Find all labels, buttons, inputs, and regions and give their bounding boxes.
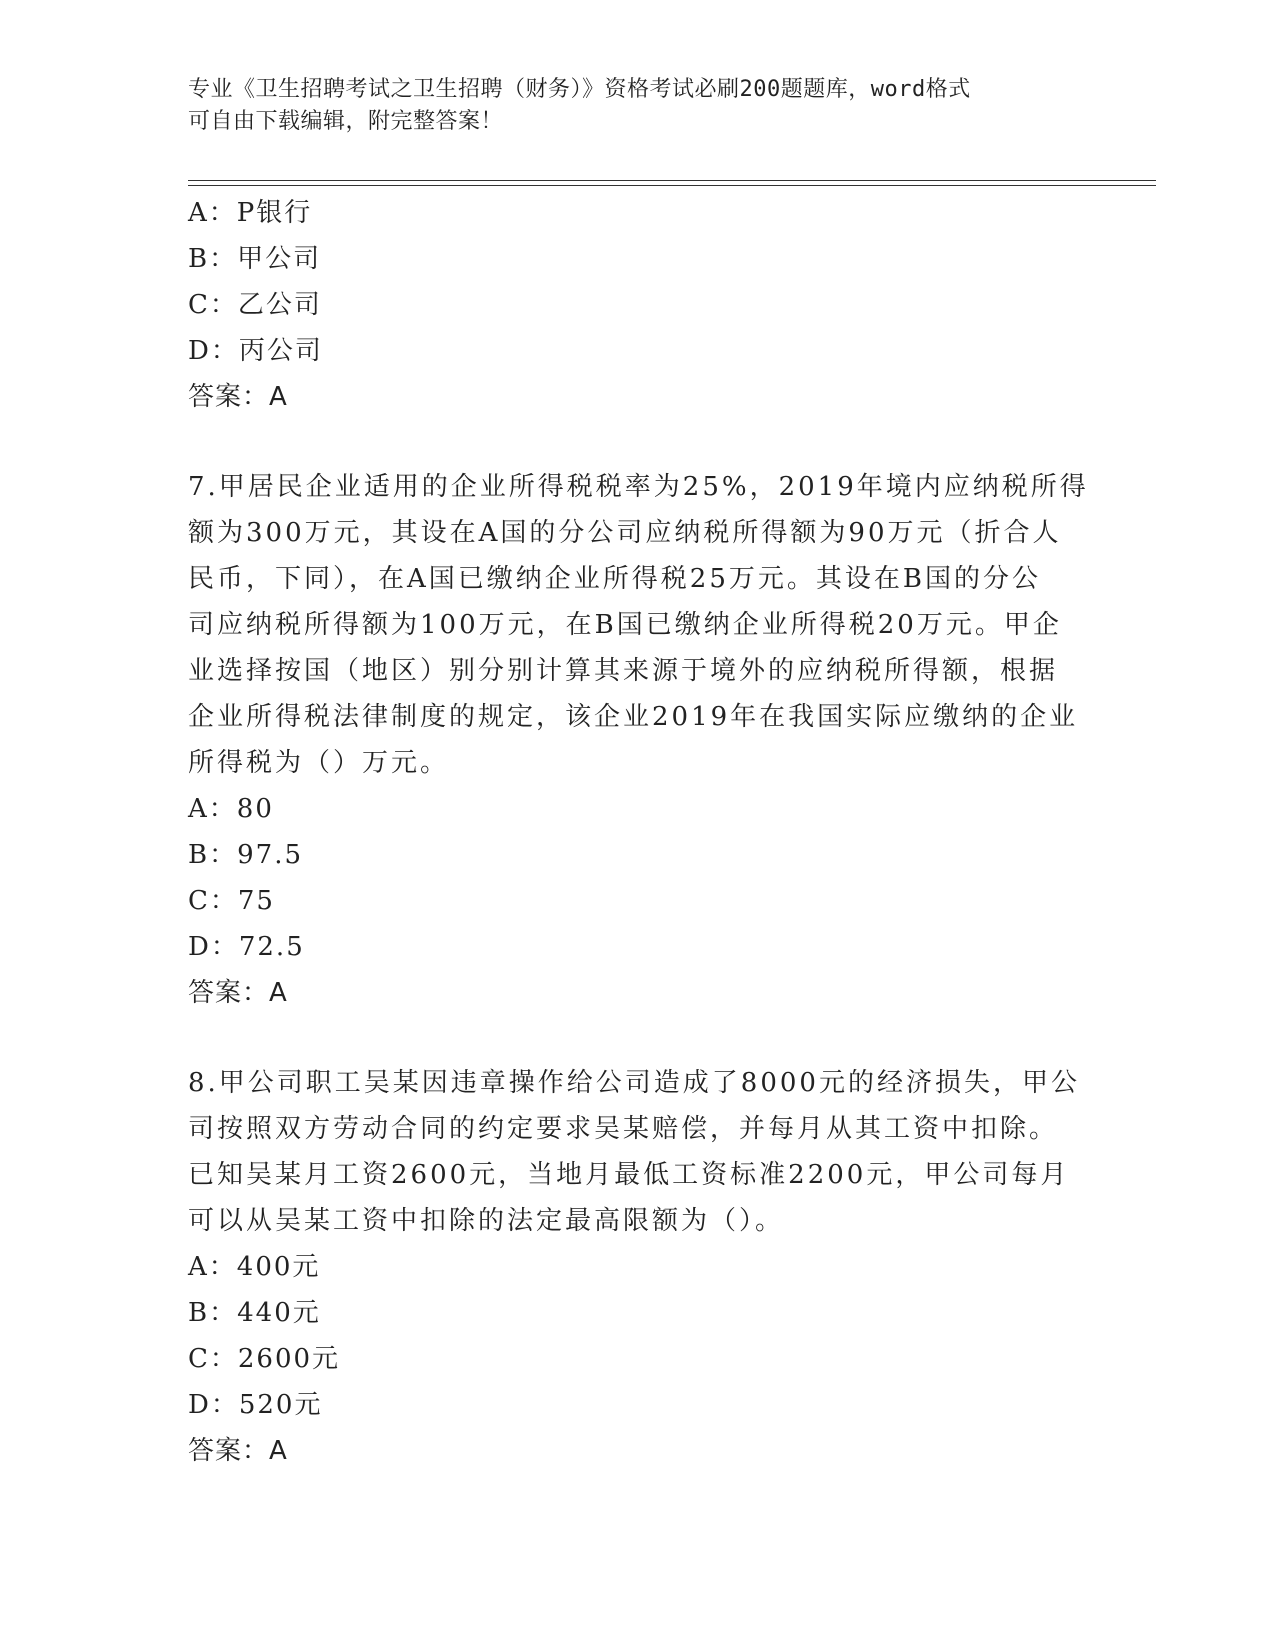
stem-line: 可以从吴某工资中扣除的法定最高限额为（）。 (188, 1206, 785, 1236)
stem-line: 额为300万元，其设在A国的分公司应纳税所得额为90万元（折合人 (188, 518, 1062, 548)
stem-line: 民币，下同），在A国已缴纳企业所得税25万元。其设在B国的分公 (188, 564, 1041, 594)
question-stem (188, 1060, 1078, 1244)
question-7 (188, 464, 1088, 1016)
option-d: D：丙公司 (188, 336, 323, 366)
question-6 (188, 190, 1088, 420)
option-c: C：乙公司 (188, 290, 322, 320)
option-b: B：甲公司 (188, 244, 322, 274)
stem-line: 业选择按国（地区）别分别计算其来源于境外的应纳税所得额，根据 (188, 656, 1059, 686)
answer: 答案：A (188, 382, 288, 412)
option-d: D：520元 (188, 1390, 323, 1420)
stem-line: 企业所得税法律制度的规定，该企业2019年在我国实际应缴纳的企业 (188, 702, 1079, 732)
option-c: C：2600元 (188, 1344, 341, 1374)
question-list (188, 190, 1088, 1474)
document-header (188, 74, 1068, 138)
header-divider-top (188, 180, 1156, 181)
option-a: A：400元 (188, 1252, 321, 1282)
header-line-2: 可自由下载编辑，附完整答案！ (188, 109, 504, 134)
stem-line: 所得税为（）万元。 (188, 748, 450, 778)
option-b: B：97.5 (188, 840, 303, 870)
stem-line: 司按照双方劳动合同的约定要求吴某赔偿，并每月从其工资中扣除。 (188, 1114, 1059, 1144)
stem-line: 8.甲公司职工吴某因违章操作给公司造成了8000元的经济损失，甲公 (188, 1068, 1080, 1098)
question-stem (188, 464, 1089, 786)
option-d: D：72.5 (188, 932, 305, 962)
option-a: A：P银行 (188, 198, 313, 228)
answer: 答案：A (188, 978, 288, 1008)
header-line-1: 专业《卫生招聘考试之卫生招聘（财务）》资格考试必刷200题题库，word格式 (188, 77, 971, 102)
stem-line: 7.甲居民企业适用的企业所得税税率为25%，2019年境内应纳税所得 (188, 472, 1089, 502)
option-c: C：75 (188, 886, 275, 916)
option-b: B：440元 (188, 1298, 321, 1328)
stem-line: 司应纳税所得额为100万元，在B国已缴纳企业所得税20万元。甲企 (188, 610, 1062, 640)
answer: 答案：A (188, 1436, 288, 1466)
option-a: A：80 (188, 794, 274, 824)
stem-line: 已知吴某月工资2600元，当地月最低工资标准2200元，甲公司每月 (188, 1160, 1070, 1190)
question-8 (188, 1060, 1088, 1474)
header-divider-bottom (188, 185, 1156, 186)
